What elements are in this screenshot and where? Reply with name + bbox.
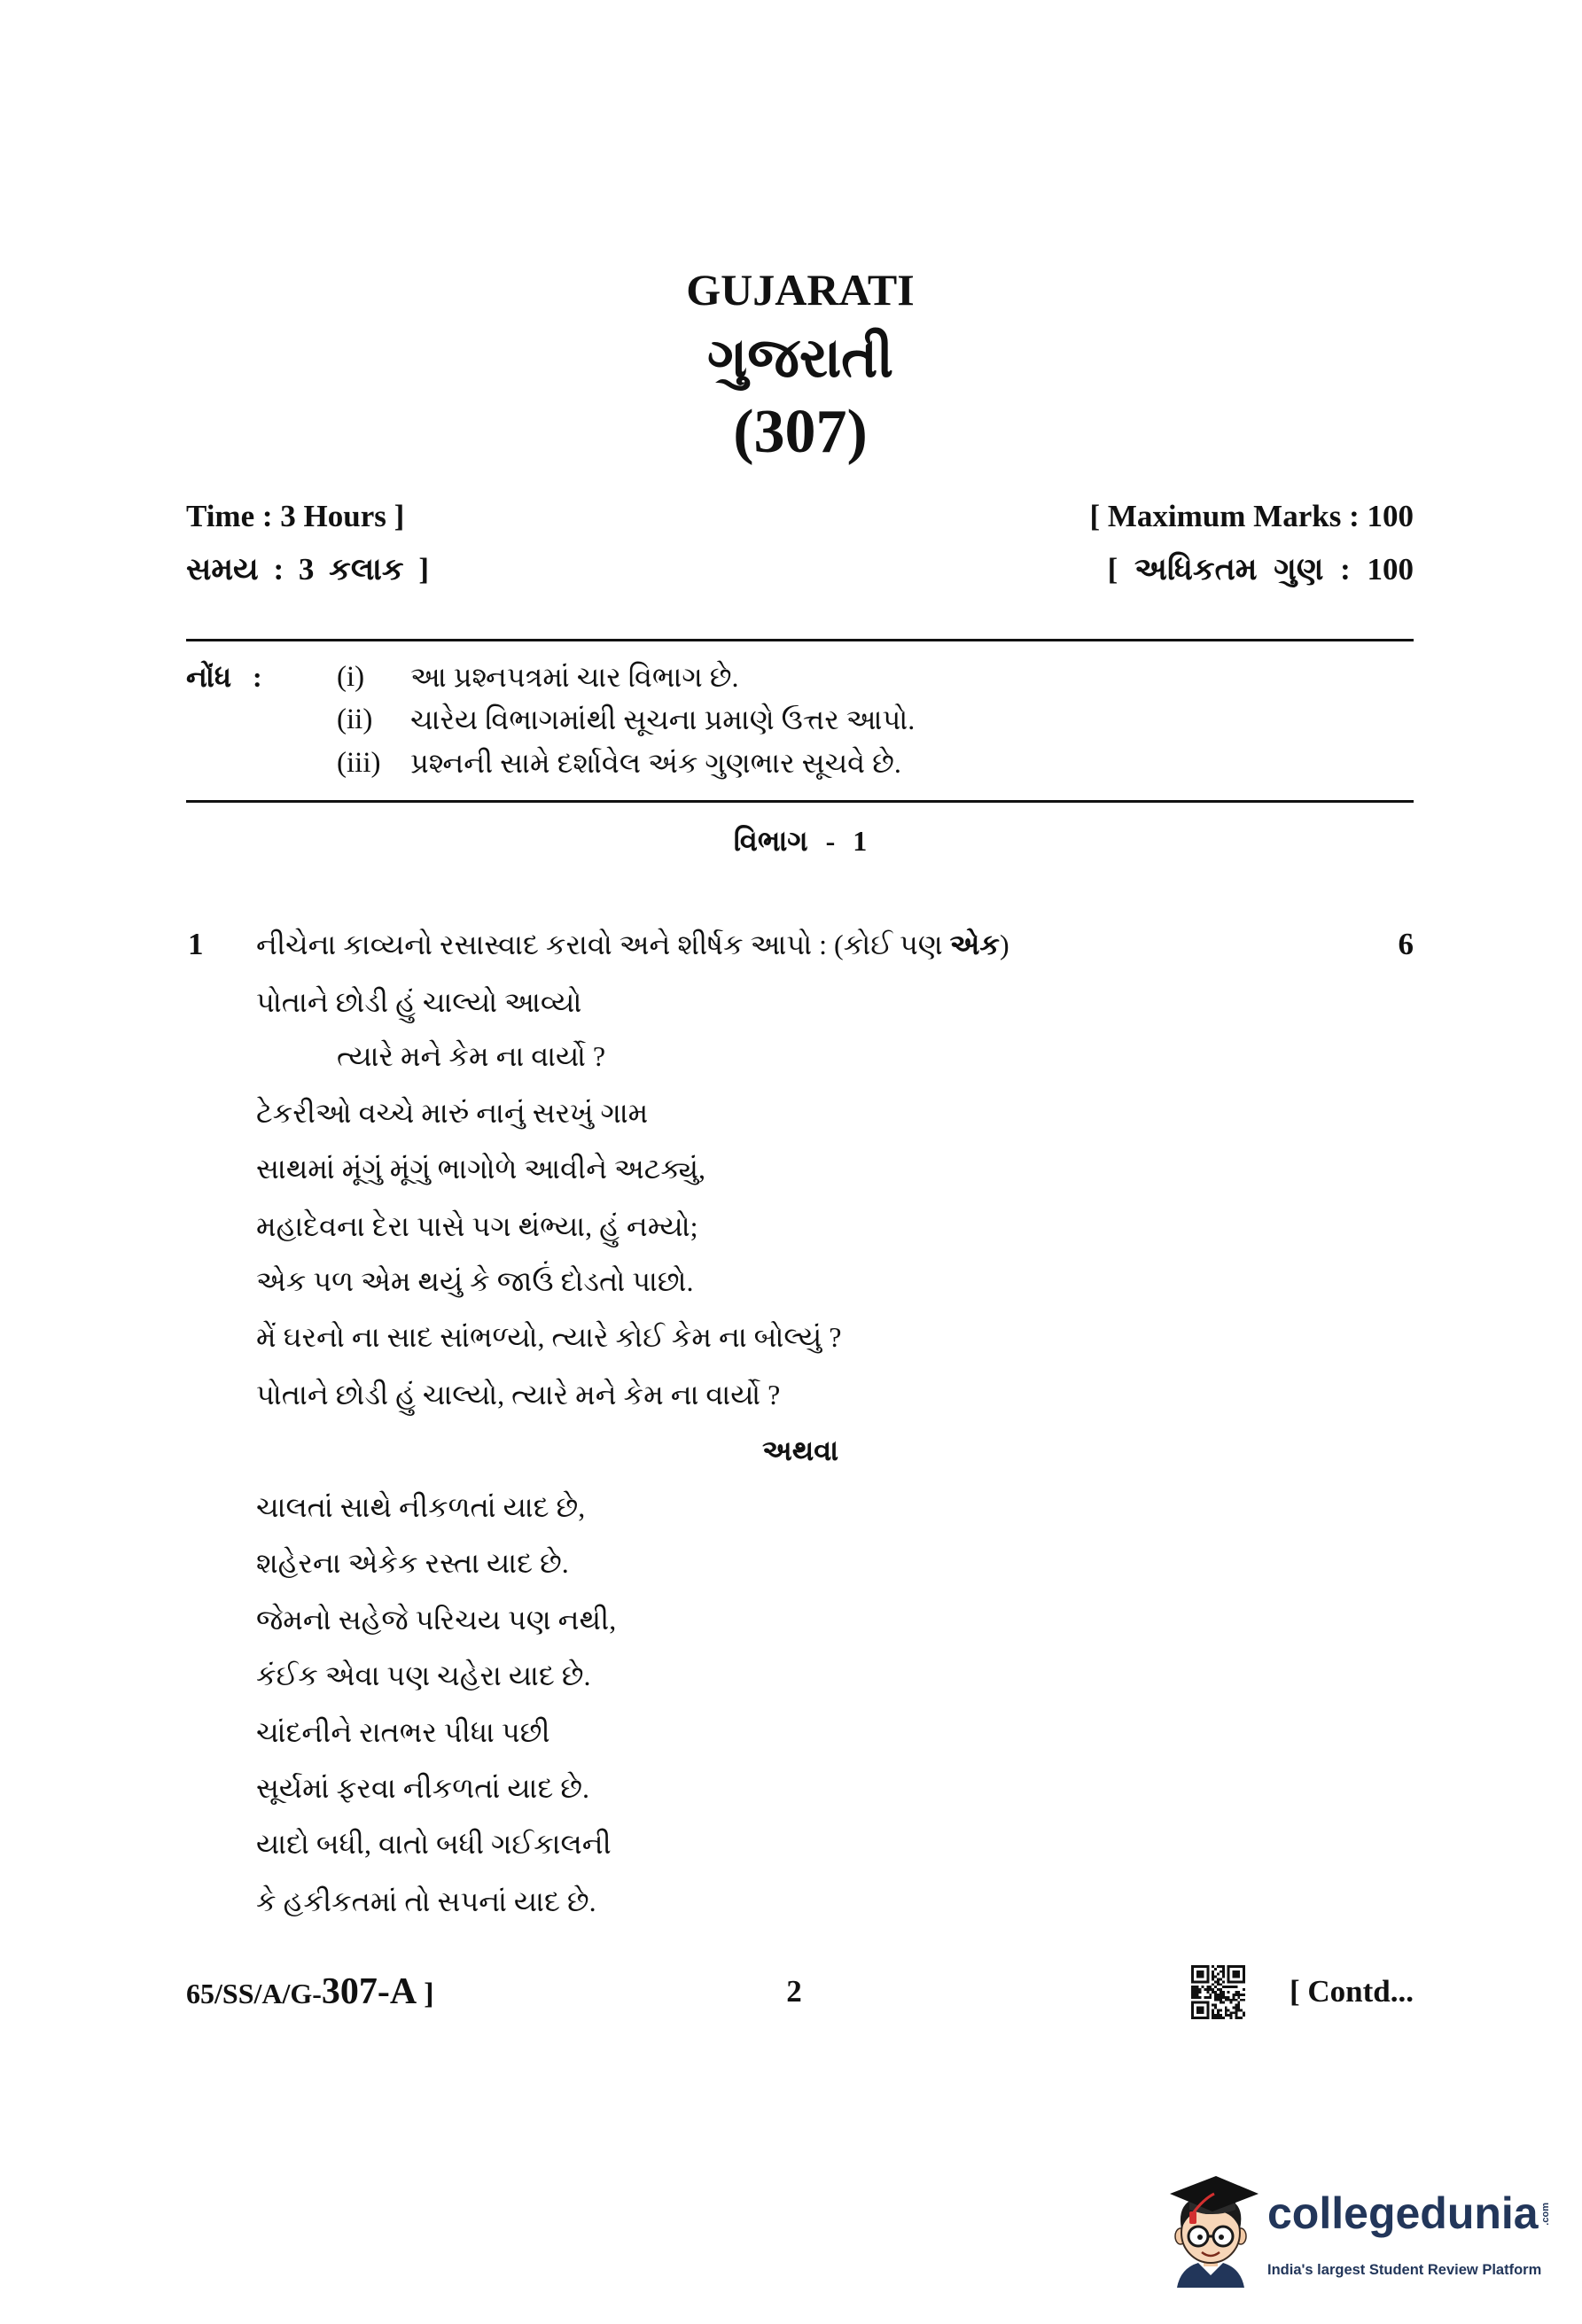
poem-2-line: શહેરના એકેક રસ્તા યાદ છે.: [256, 1547, 569, 1579]
subject-title-english: GUJARATI: [686, 265, 915, 315]
poem-1-line: પોતાને છોડી હું ચાલ્યો, ત્યારે મને કેમ ના વાર્યો ?: [256, 1379, 781, 1411]
brand-tagline: India's largest Student Review Platform: [1267, 2262, 1542, 2278]
time-gujarati: સમય : 3 કલાક ]: [186, 552, 429, 587]
poem-2-line: કે હકીકતમાં તો સપનાં યાદ છે.: [256, 1885, 596, 1917]
poem-1-line: પોતાને છોડી હું ચાલ્યો આવ્યો: [256, 986, 582, 1018]
page-number: 2: [786, 1974, 802, 2009]
note-number: (iii): [337, 747, 381, 779]
poem-1-line: ત્યારે મને કેમ ના વાર્યો ?: [337, 1040, 606, 1072]
divider-top: [186, 639, 1414, 641]
max-marks-gujarati: [ અધિકતમ ગુણ : 100: [1107, 552, 1414, 587]
brand-suffix: .com: [1540, 2203, 1551, 2226]
question-marks: 6: [1398, 927, 1414, 961]
qr-code-image: [1191, 1965, 1245, 2019]
paper-code-number: 307-A: [321, 1971, 417, 2012]
question-closing: ): [1000, 929, 1009, 960]
question-number: 1: [188, 927, 204, 961]
paper-code-suffix: ]: [424, 1978, 434, 2010]
poem-2-line: યાદો બધી, વાતો બધી ગઈકાલની: [256, 1828, 612, 1860]
divider-bottom: [186, 800, 1414, 803]
max-marks-english: [ Maximum Marks : 100: [1089, 499, 1414, 533]
question-text: [256, 925, 1009, 964]
collegedunia-mascot-icon: [1157, 2167, 1264, 2288]
section-title: વિભાગ - 1: [733, 825, 868, 857]
poem-2-line: ચાંદનીને રાતભર પીધા પછી: [256, 1716, 550, 1748]
poem-2-line: ચાલતાં સાથે નીકળતાં યાદ છે,: [256, 1491, 586, 1523]
poem-1-line: સાથમાં મૂંગું મૂંગું ભાગોળે આવીને અટક્યું,: [256, 1153, 705, 1185]
question-choice-count: એક: [949, 929, 1001, 960]
note-number: (ii): [337, 703, 373, 735]
note-text: ચારેય વિભાગમાંથી સૂચના પ્રમાણે ઉત્તર આપો.: [410, 703, 916, 735]
poem-2-line: જેમનો સહેજે પરિચય પણ નથી,: [256, 1604, 617, 1636]
note-text: આ પ્રશ્નપત્રમાં ચાર વિભાગ છે.: [410, 661, 739, 693]
poem-1-line: મેં ઘરનો ના સાદ સાંભળ્યો, ત્યારે કોઈ કેમ ના બોલ્યું ?: [256, 1321, 842, 1353]
subject-title-gujarati: ગુજરાતી: [707, 329, 893, 389]
brand-name: collegedunia: [1267, 2188, 1539, 2238]
question-instruction: નીચેના કાવ્યનો રસાસ્વાદ કરાવો અને શીર્ષક આપો : (કોઈ પણ: [256, 929, 950, 960]
poem-1-line: ટેકરીઓ વચ્ચે મારું નાનું સરખું ગામ: [256, 1097, 649, 1129]
note-text: પ્રશ્નની સામે દર્શાવેલ અંક ગુણભાર સૂચવે છે.: [410, 747, 901, 779]
poem-1-line: મહાદેવના દેરા પાસે પગ થંભ્યા, હું નમ્યો;: [256, 1210, 698, 1242]
paper-code-prefix: 65/SS/A/G-: [186, 1978, 322, 2009]
time-english: Time : 3 Hours ]: [186, 499, 405, 533]
poem-2-line: કંઈક એવા પણ ચહેરા યાદ છે.: [256, 1659, 591, 1691]
continued-label: [ Contd...: [1289, 1974, 1414, 2009]
notes-label: નોંધ :: [186, 661, 262, 693]
or-label: અથવા: [761, 1434, 839, 1466]
poem-2-line: સૂર્યમાં ફરવા નીકળતાં યાદ છે.: [256, 1772, 590, 1804]
paper-code: [186, 1970, 434, 2013]
poem-1-line: એક પળ એમ થયું કે જાઉં દોડતો પાછો.: [256, 1265, 694, 1297]
subject-code: (307): [733, 398, 868, 466]
note-number: (i): [337, 661, 365, 693]
